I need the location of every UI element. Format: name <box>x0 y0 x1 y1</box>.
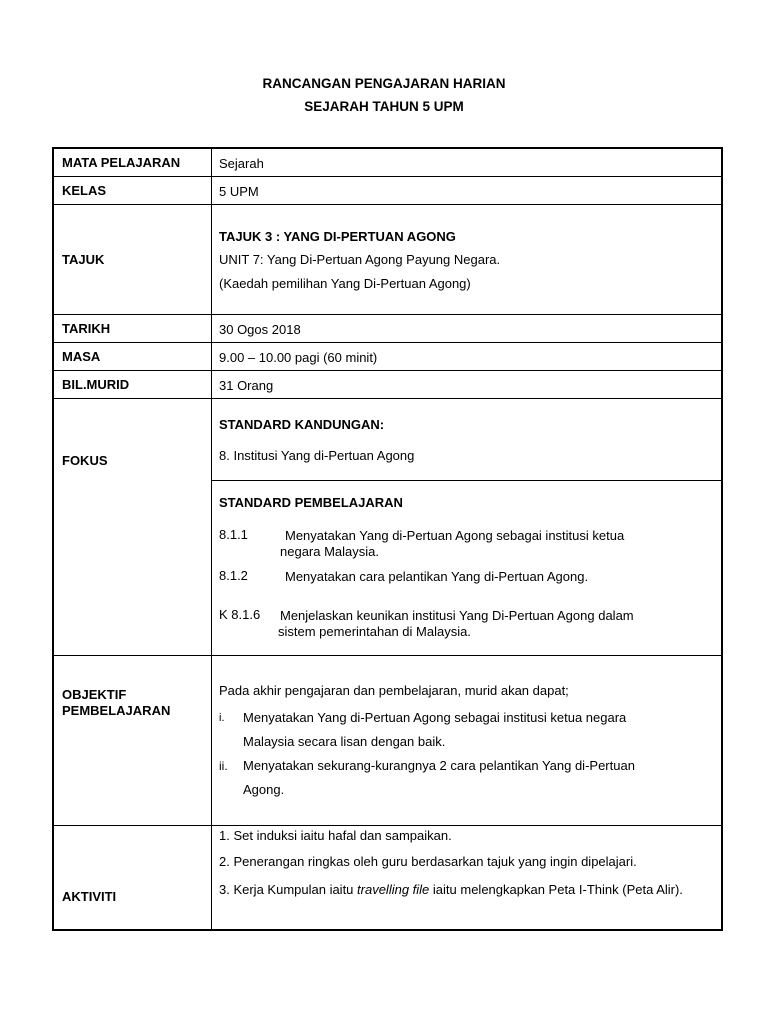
row-divider <box>54 370 721 371</box>
objektif-number: i. <box>219 712 225 724</box>
label-kelas: KELAS <box>62 183 107 198</box>
label-masa: MASA <box>62 349 101 364</box>
label-aktiviti: AKTIVITI <box>62 889 117 904</box>
value-kelas: 5 UPM <box>219 184 259 199</box>
value-tarikh: 30 Ogos 2018 <box>219 322 301 337</box>
standard-kandungan-heading: STANDARD KANDUNGAN: <box>219 417 385 432</box>
document-title: RANCANGAN PENGAJARAN HARIAN <box>262 76 506 91</box>
label-bil-murid: BIL.MURID <box>62 377 130 392</box>
row-divider <box>54 314 721 315</box>
aktiviti-item3-pre: 3. Kerja Kumpulan iaitu <box>219 882 358 897</box>
objektif-item-text: Malaysia secara lisan dengan baik. <box>243 734 446 749</box>
tajuk-unit: UNIT 7: Yang Di-Pertuan Agong Payung Negara. <box>219 252 501 267</box>
objektif-intro: Pada akhir pengajaran dan pembelajaran, murid akan dapat; <box>219 683 569 698</box>
aktiviti-item3-em: travelling file <box>357 882 430 897</box>
sp-item-text: sistem pemerintahan di Malaysia. <box>278 624 471 639</box>
label-fokus: FOKUS <box>62 453 108 468</box>
aktiviti-item: 1. Set induksi iaitu hafal dan sampaikan. <box>219 828 452 843</box>
aktiviti-item3-post: iaitu melengkapkan Peta I-Think (Peta Alir). <box>429 882 683 897</box>
row-divider <box>54 204 721 205</box>
fokus-inner-divider <box>211 480 721 481</box>
sp-item-text: Menyatakan cara pelantikan Yang di-Pertuan Agong. <box>285 569 589 584</box>
aktiviti-item: 2. Penerangan ringkas oleh guru berdasarkan tajuk yang ingin dipelajari. <box>219 854 637 869</box>
sp-item-text: negara Malaysia. <box>280 544 379 559</box>
sp-item-text: Menjelaskan keunikan institusi Yang Di-Pertuan Agong dalam <box>280 608 634 623</box>
standard-kandungan-item: 8. Institusi Yang di-Pertuan Agong <box>219 448 415 463</box>
label-tarikh: TARIKH <box>62 321 111 336</box>
objektif-item-text: Menyatakan Yang di-Pertuan Agong sebagai institusi ketua negara <box>243 710 627 725</box>
sp-number: K 8.1.6 <box>219 607 261 622</box>
document-subtitle: SEJARAH TAHUN 5 UPM <box>304 99 464 114</box>
label-objektif: OBJEKTIF <box>62 687 127 702</box>
lesson-plan-table <box>52 147 723 931</box>
row-divider <box>54 655 721 656</box>
sp-item-text: Menyatakan Yang di-Pertuan Agong sebagai institusi ketua <box>285 528 625 543</box>
label-mata-pelajaran: MATA PELAJARAN <box>62 155 181 170</box>
standard-pembelajaran-heading: STANDARD PEMBELAJARAN <box>219 495 403 510</box>
sp-number: 8.1.2 <box>219 568 248 583</box>
tajuk-heading: TAJUK 3 : YANG DI-PERTUAN AGONG <box>219 229 456 244</box>
objektif-item-text: Menyatakan sekurang-kurangnya 2 cara pelantikan Yang di-Pertuan <box>243 758 635 773</box>
tajuk-kaedah: (Kaedah pemilihan Yang Di-Pertuan Agong) <box>219 276 471 291</box>
value-bil-murid: 31 Orang <box>219 378 274 393</box>
sp-number: 8.1.1 <box>219 527 248 542</box>
label-tajuk: TAJUK <box>62 252 105 267</box>
row-divider <box>54 342 721 343</box>
objektif-number: ii. <box>219 759 228 773</box>
row-divider <box>54 398 721 399</box>
row-divider <box>54 176 721 177</box>
label-pembelajaran: PEMBELAJARAN <box>62 703 171 718</box>
aktiviti-item <box>219 879 717 901</box>
column-divider <box>211 149 212 929</box>
value-masa: 9.00 – 10.00 pagi (60 minit) <box>219 350 378 365</box>
value-mata-pelajaran: Sejarah <box>219 156 264 171</box>
objektif-item-text: Agong. <box>243 782 285 797</box>
